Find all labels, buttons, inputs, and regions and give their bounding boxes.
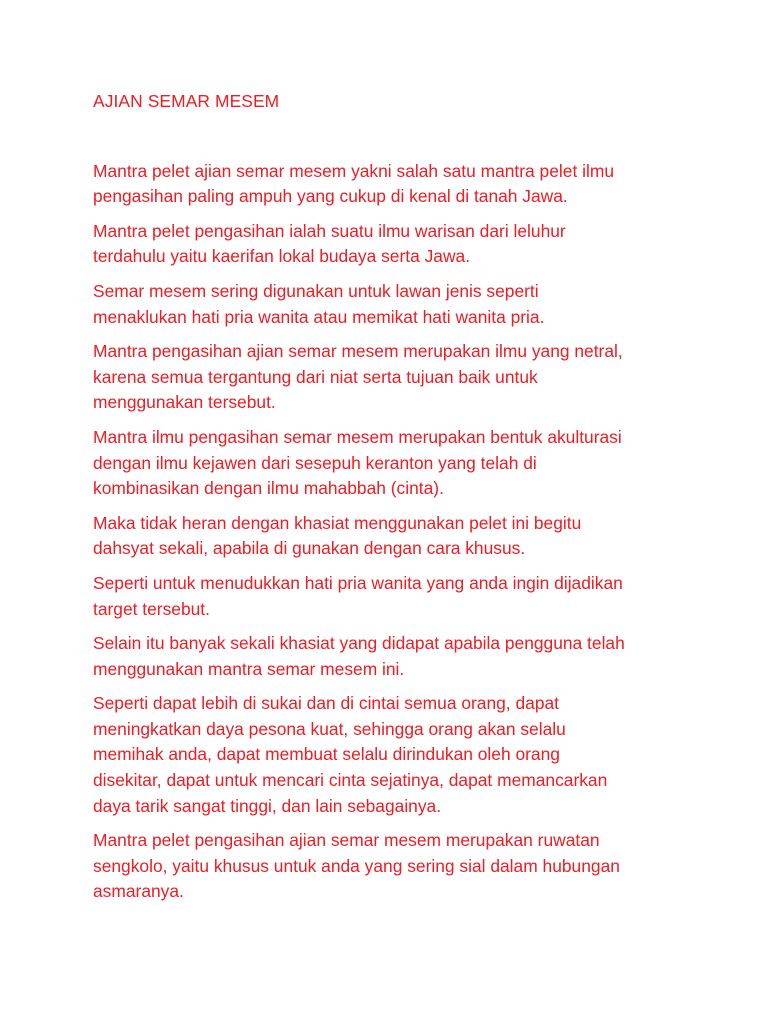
- paragraph-line: pengasihan paling ampuh yang cukup di kenal di tanah Jawa.: [93, 186, 568, 207]
- paragraph-line: Mantra pelet pengasihan ajian semar mesem merupakan ruwatan: [93, 830, 600, 851]
- paragraph-line: daya tarik sangat tinggi, dan lain sebagainya.: [93, 795, 442, 816]
- paragraph: [93, 691, 693, 819]
- paragraph: [93, 571, 693, 622]
- paragraph-line: asmaranya.: [93, 881, 184, 902]
- paragraph-line: disekitar, dapat untuk mencari cinta sejatinya, dapat memancarkan: [93, 770, 608, 791]
- paragraph: [93, 279, 693, 330]
- paragraph-line: menggunakan mantra semar mesem ini.: [93, 658, 405, 679]
- document-title: AJIAN SEMAR MESEM: [93, 91, 280, 111]
- paragraph-line: menggunakan tersebut.: [93, 392, 276, 413]
- paragraph: [93, 425, 693, 502]
- paragraph-line: terdahulu yaitu kaerifan lokal budaya serta Jawa.: [93, 246, 471, 267]
- paragraph-line: sengkolo, yaitu khusus untuk anda yang sering sial dalam hubungan: [93, 855, 620, 876]
- paragraph-line: Selain itu banyak sekali khasiat yang didapat apabila pengguna telah: [93, 633, 625, 654]
- paragraph: [93, 511, 693, 562]
- paragraph-line: Seperti untuk menudukkan hati pria wanita yang anda ingin dijadikan: [93, 572, 623, 593]
- paragraph-line: meningkatkan daya pesona kuat, sehingga orang akan selalu: [93, 718, 566, 739]
- paragraph: [93, 828, 693, 905]
- paragraph-line: dahsyat sekali, apabila di gunakan dengan cara khusus.: [93, 538, 526, 559]
- paragraph-line: memihak anda, dapat membuat selalu dirindukan oleh orang: [93, 744, 560, 765]
- paragraph: [93, 339, 693, 416]
- document-body: [93, 89, 693, 914]
- paragraph-line: karena semua tergantung dari niat serta tujuan baik untuk: [93, 366, 538, 387]
- paragraph-line: Seperti dapat lebih di sukai dan di cintai semua orang, dapat: [93, 693, 559, 714]
- paragraph-line: kombinasikan dengan ilmu mahabbah (cinta).: [93, 478, 444, 499]
- paragraph-line: Mantra pengasihan ajian semar mesem merupakan ilmu yang netral,: [93, 341, 623, 362]
- paragraph-line: Mantra pelet ajian semar mesem yakni salah satu mantra pelet ilmu: [93, 160, 614, 181]
- paragraph-line: Maka tidak heran dengan khasiat menggunakan pelet ini begitu: [93, 512, 582, 533]
- paragraph-line: menaklukan hati pria wanita atau memikat hati wanita pria.: [93, 306, 545, 327]
- paragraph: [93, 159, 693, 210]
- paragraph-line: dengan ilmu kejawen dari sesepuh keranton yang telah di: [93, 452, 537, 473]
- paragraph-line: Semar mesem sering digunakan untuk lawan jenis seperti: [93, 280, 539, 301]
- paragraph-line: target tersebut.: [93, 598, 210, 619]
- paragraph-line: Mantra ilmu pengasihan semar mesem merupakan bentuk akulturasi: [93, 426, 622, 447]
- paragraph-line: Mantra pelet pengasihan ialah suatu ilmu warisan dari leluhur: [93, 220, 566, 241]
- paragraph: [93, 219, 693, 270]
- paragraph: [93, 631, 693, 682]
